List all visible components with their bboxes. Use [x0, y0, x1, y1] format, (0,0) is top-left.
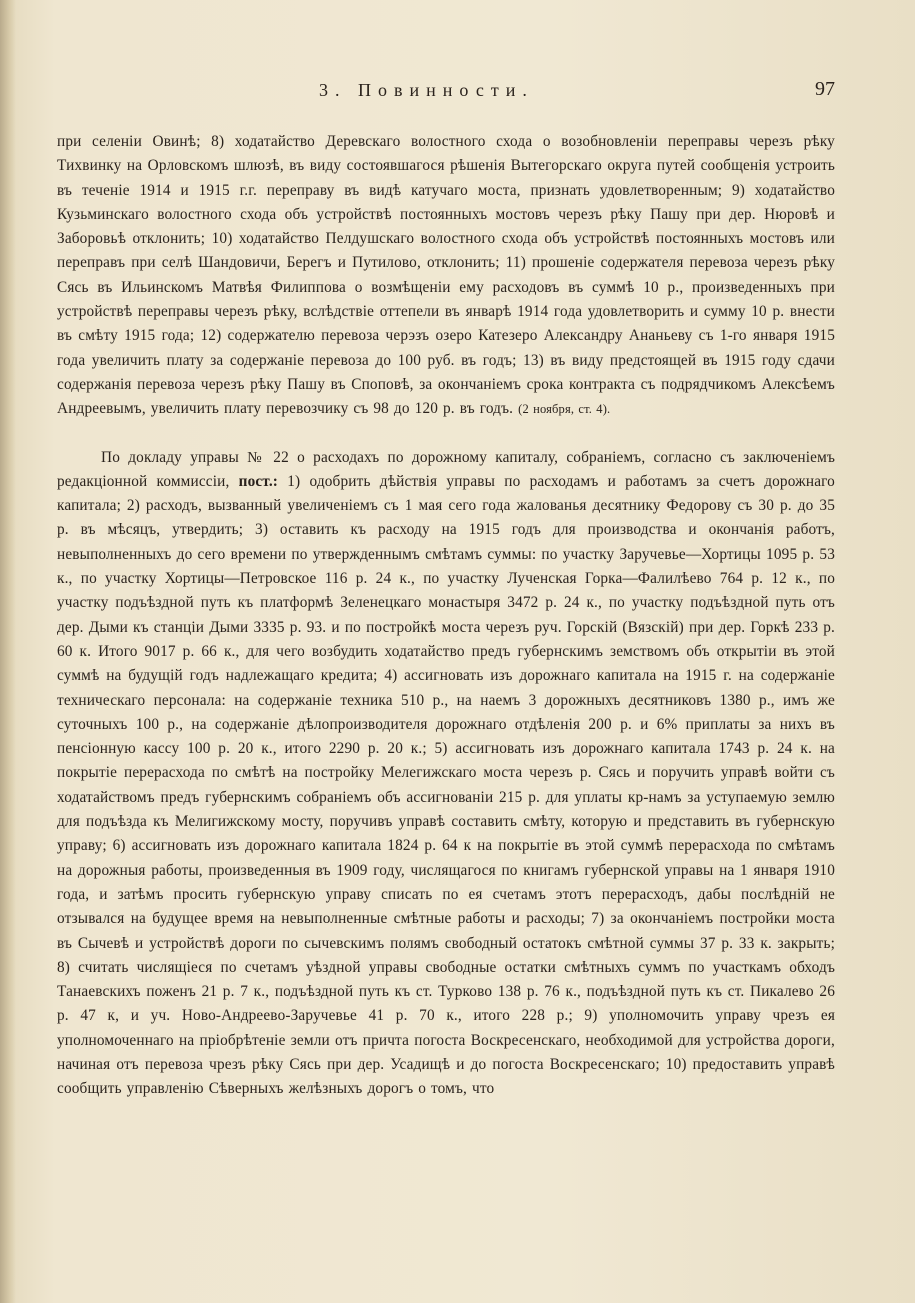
paragraph-report-22 [57, 446, 835, 1102]
page-number: 97 [815, 78, 835, 100]
running-header [57, 78, 835, 114]
resolution-marker: пост.: [238, 472, 279, 490]
page-spine-shadow [0, 0, 16, 1303]
paragraph-text-start: По докладу управы № 22 о расходахъ по дорожному капиталу, собранiемъ, согласно съ заключенiемъ редакцiонной коммиссiи, [57, 448, 835, 490]
section-title: 3. Повинности. [319, 80, 534, 100]
session-reference: (2 ноября, ст. 4). [518, 402, 611, 417]
paragraph-text: при селенiи Овинѣ; 8) ходатайство Деревскаго волостного схода о возобновленiи переправы черезъ рѣку Тихвинку на Орловскомъ шлюзѣ, въ виду состоявшагося рѣшенiя Вытегорскаго округа путей сообщенiя устроить въ теченiе 1914 и 1915 г.г. переправу въ видѣ катучаго моста, признать удовлетворенным; 9) ходатайство Кузьминскаго волостного схода объ устройствѣ постоянныхъ мостовъ черезъ рѣку Пашу при дер. Нюровѣ и Заборовьѣ отклонить; 10) ходатайство Пелдушскаго волостного схода объ устройствѣ постоянныхъ мостовъ или переправъ при селѣ Шандовичи, Берегъ и Путилово, отклонить; 11) прошенiе содержателя перевоза черезъ рѣку Сясь въ Ильинскомъ Матвѣя Филиппова о возмѣщенiи ему расходовъ въ суммѣ 10 р., произведенныхъ при устройствѣ переправы черезъ рѣку, вслѣдствiе оттепели въ январѣ 1914 года удовлетворить и сумму 10 р. внести въ смѣту 1915 года; 12) содержателю перевоза черэзъ озеро Катезеро Александру Ананьеву съ 1-го января 1915 года увеличить плату за содержанiе перевоза до 100 руб. въ годъ; 13) въ виду предстоящей въ 1915 году сдачи содержанiя перевоза черезъ рѣку Пашу въ Споповѣ, за окончанiемъ срока контракта съ подрядчикомъ Алексѣемъ Андреевымъ, увеличить плату перевозчику съ 98 до 120 р. въ годъ. [57, 133, 835, 418]
paragraph-text-rest: 1) одобрить дѣйствiя управы по расходамъ и работамъ за счетъ дорожнаго капитала; 2) расходъ, вызванный увеличенiемъ съ 1 мая сего года жалованья десятнику Федорову съ 30 р. до 35 р. въ мѣсяцъ, утвердить; 3) оставить къ расходу на 1915 годъ для производства и окончанiя работъ, невыполненныхъ до сего времени по утвержденнымъ смѣтамъ суммы: по участку Заручевье—Хортицы 1095 р. 53 к., по участку Хортицы—Петровское 116 р. 24 к., по участку Лученская Горка—Фалилѣево 764 р. 12 к., по участку подъѣздной путь къ платформѣ Зеленецкаго монастыря 3472 р. 24 к., по участку подъѣздной путь отъ дер. Дыми къ станцiи Дыми 3335 р. 93. и по постройкѣ моста черезъ руч. Горскiй (Вязскiй) при дер. Горкѣ 233 р. 60 к. Итого 9017 р. 66 к., для чего возбудить ходатайство предъ губернскимъ земствомъ объ открытiи въ этой суммѣ на будущiй годъ надлежащаго кредита; 4) ассигновать изъ дорожнаго капитала на 1915 г. на содержанiе техническаго персонала: на содержанiе техника 510 р., на наемъ 3 дорожныхъ десятниковъ 1380 р., имъ же суточныхъ 100 р., на содержанiе дѣлопроизводителя дорожнаго отдѣленiя 200 р. и 6% приплаты за нихъ въ пенсiонную кассу 100 р. 20 к., итого 2290 р. 20 к.; 5) ассигновать изъ дорожнаго капитала 1743 р. 24 к. на покрытiе перерасхода по смѣтѣ на постройку Мелегижскаго моста черезъ р. Сясь и поручить управѣ войти съ ходатайствомъ предъ губернскимъ собранiемъ объ ассигнованiи 215 р. для уплаты кр-намъ за уступаемую землю для подъѣзда къ Мелигижскому мосту, поручивъ управѣ составить смѣту, которую и представить въ губернскую управу; 6) ассигновать изъ дорожнаго капитала 1824 р. 64 к на покрытiе въ этой суммѣ перерасхода по смѣтамъ на дорожныя работы, произведенныя въ 1909 году, числящагося по книгамъ губернской управы на 1 января 1910 года, и затѣмъ просить губернскую управу списать по ея счетамъ этотъ перерасходъ, дабы послѣднiй не отзывался на будущее время на невыполненные смѣтные работы и расходы; 7) за окончанiемъ постройки моста въ Сычевѣ и устройствѣ дороги по сычевскимъ полямъ свободный остатокъ смѣтной суммы 37 р. 33 к. закрыть; 8) считать числящiеся по счетамъ уѣздной управы свободные остатки смѣтныхъ суммъ по участкамъ обходъ Танаевскихъ поженъ 21 р. 7 к., подъѣздной путь къ ст. Турково 138 р. 76 к., подъѣздной путь къ ст. Пикалево 26 р. 47 к, и уч. Ново-Андреево-Заручевье 41 р. 70 к., итого 228 р.; 9) уполномочить управу чрезъ ея уполномоченнаго на прiобрѣтенiе земли отъ причта погоста Воскресенскаго, необходимой для устройства дороги, начиная отъ перевоза чрезъ рѣку Сясь при дер. Усадищѣ и до погоста Воскресенскаго; 10) предоставить управѣ сообщить управленiю Сѣверныхъ желѣзныхъ дорогъ о томъ, что [57, 472, 835, 1098]
paragraph-continued [57, 130, 835, 422]
